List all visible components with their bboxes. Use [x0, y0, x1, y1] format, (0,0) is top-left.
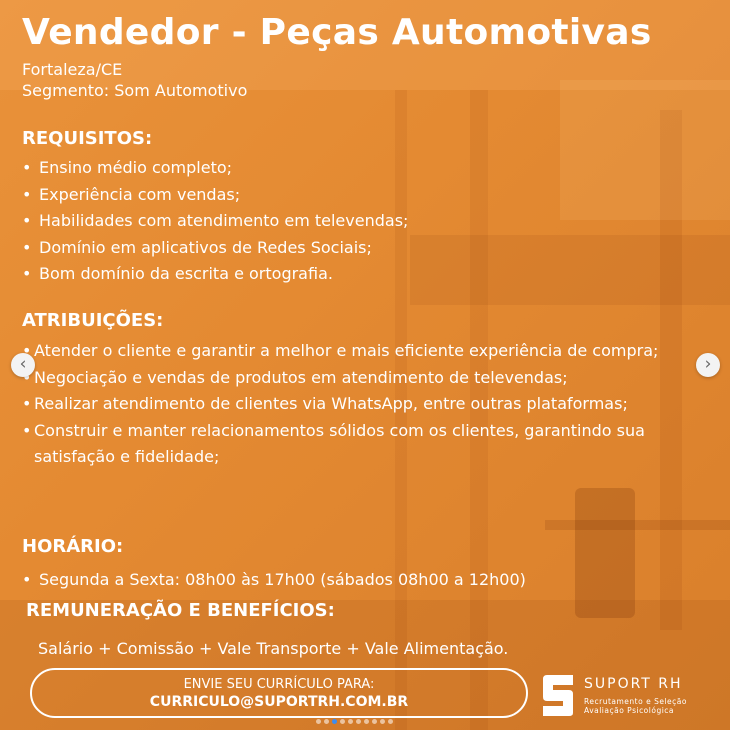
list-item: • Realizar atendimento de clientes via WhatsApp, entre outras plataformas;: [22, 391, 714, 418]
requirements-list: [22, 155, 408, 288]
job-location: Fortaleza/CE: [22, 60, 123, 79]
carousel-dot[interactable]: [388, 719, 393, 724]
duties-list: [19, 338, 714, 471]
brand-tagline: Recrutamento e Seleção Avaliação Psicológica: [584, 697, 687, 715]
job-title: Vendedor - Peças Automotivas: [22, 12, 652, 53]
benefits-heading: REMUNERAÇÃO E BENEFÍCIOS:: [26, 600, 335, 621]
benefits-text: Salário + Comissão + Vale Transporte + Vale Alimentação.: [38, 639, 509, 658]
send-resume-box: [30, 668, 528, 718]
carousel-dot[interactable]: [340, 719, 345, 724]
duties-heading: ATRIBUIÇÕES:: [22, 310, 164, 331]
list-item: • Habilidades com atendimento em televendas;: [22, 208, 408, 235]
schedule-list: [22, 567, 526, 594]
list-item: • Negociação e vendas de produtos em atendimento de televendas;: [22, 365, 714, 392]
carousel-dot[interactable]: [380, 719, 385, 724]
carousel-indicator: [316, 709, 396, 728]
carousel-dot[interactable]: [372, 719, 377, 724]
brand-name: SUPORT RH: [584, 676, 683, 692]
carousel-prev-button[interactable]: [11, 353, 35, 377]
list-item: • Segunda a Sexta: 08h00 às 17h00 (sábados 08h00 a 12h00): [22, 567, 526, 594]
carousel-dot[interactable]: [364, 719, 369, 724]
resume-email: CURRICULO@SUPORTRH.COM.BR: [149, 694, 409, 710]
list-item: • Bom domínio da escrita e ortografia.: [22, 261, 408, 288]
carousel-dot[interactable]: [332, 719, 337, 724]
list-item: • Domínio em aplicativos de Redes Sociais;: [22, 235, 408, 262]
carousel-dot[interactable]: [348, 719, 353, 724]
carousel-next-button[interactable]: [696, 353, 720, 377]
chevron-right-icon: ›: [704, 354, 712, 374]
requirements-heading: REQUISITOS:: [22, 128, 153, 149]
schedule-heading: HORÁRIO:: [22, 536, 124, 557]
carousel-dot[interactable]: [324, 719, 329, 724]
list-item: • Experiência com vendas;: [22, 182, 408, 209]
send-resume-label: ENVIE SEU CURRÍCULO PARA:: [183, 677, 375, 692]
list-item: • Construir e manter relacionamentos sólidos com os clientes, garantindo sua satisfação e fidelidade;: [22, 418, 714, 471]
list-item: • Ensino médio completo;: [22, 155, 408, 182]
suport-rh-logo: [540, 672, 720, 722]
carousel-dot[interactable]: [356, 719, 361, 724]
s-logo-icon: [540, 672, 576, 718]
chevron-left-icon: ‹: [19, 354, 27, 374]
carousel-dot[interactable]: [316, 719, 321, 724]
job-segment: Segmento: Som Automotivo: [22, 81, 248, 100]
list-item: • Atender o cliente e garantir a melhor e mais eficiente experiência de compra;: [22, 338, 714, 365]
